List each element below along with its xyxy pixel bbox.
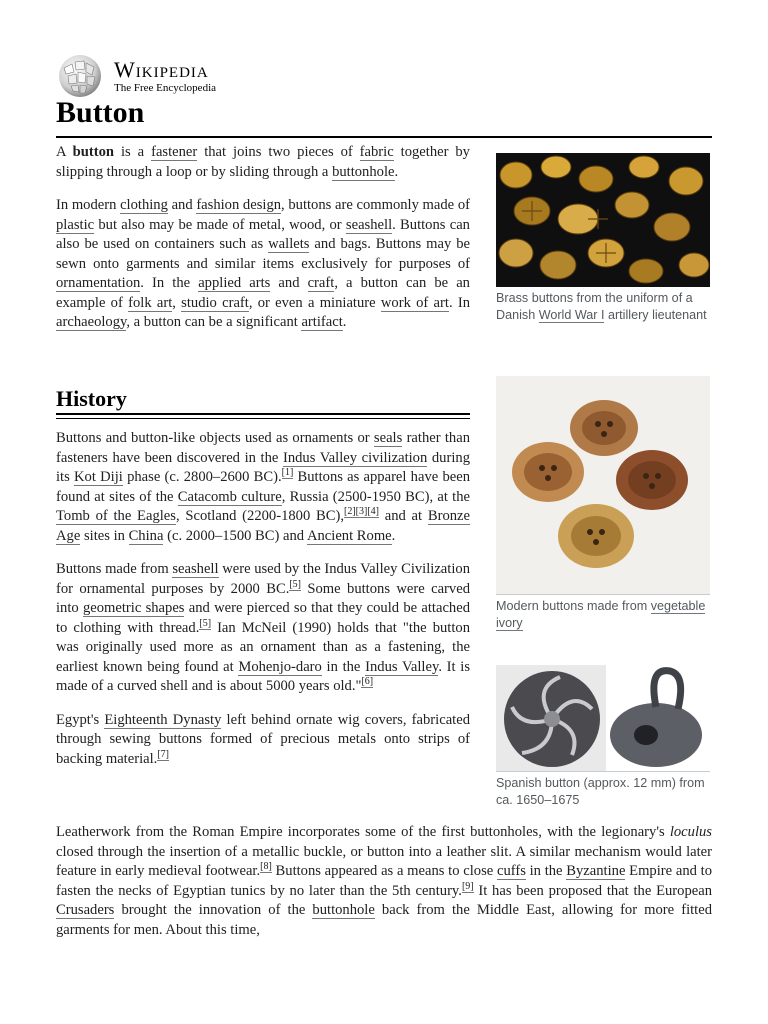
link-geometric-shapes[interactable]: geometric shapes [82, 600, 185, 616]
citation-1[interactable]: [1] [281, 467, 294, 479]
link-wallets[interactable]: wallets [268, 236, 310, 252]
intro-paragraph-2: In modern clothing and fashion design, buttons are commonly made of plastic but also may be made of metal, wood, or seashell. Buttons can also be used on containers such as wallets and bags. Buttons may be sewn onto garments and similar items exclusively for purposes of ornamentation. In the applied arts and craft, a button can be an example of folk art, studio craft, or even a miniature work of art. In archaeology, a button can be a significant artifact. [56, 197, 471, 330]
history-paragraph-3: Egypt's Eighteenth Dynasty left behind ornate wig covers, fabricated through sewing buttons formed of precious metals onto strips of backing material.[7] [56, 711, 470, 767]
link-fashion-design[interactable]: fashion design [196, 197, 282, 213]
link-clothing[interactable]: clothing [120, 197, 168, 213]
wikipedia-logo[interactable] [56, 54, 216, 98]
link-vegetable-ivory[interactable]: vegetable ivory [496, 599, 706, 630]
section-heading-history: History [56, 386, 127, 411]
citation-6[interactable]: [6] [361, 676, 374, 688]
figure-3-caption: Spanish button (approx. 12 mm) from ca. 1650–1675 [496, 776, 705, 807]
figure-1-caption: Brass buttons from the uniform of a Danish World War I artillery lieutenant [496, 291, 707, 322]
link-catacomb-culture[interactable]: Catacomb culture [177, 488, 282, 505]
figure-brass-buttons [496, 153, 710, 324]
figure-spanish-button [496, 665, 710, 809]
link-seashell[interactable]: seashell [345, 216, 393, 233]
section-divider [56, 413, 470, 415]
citation-8[interactable]: [8] [260, 861, 272, 873]
link-buttonhole-2[interactable]: buttonhole [312, 902, 375, 918]
link-fastener[interactable]: fastener [151, 144, 198, 160]
link-fabric[interactable]: fabric [359, 144, 394, 160]
wikipedia-globe-icon [56, 54, 104, 98]
wordmark-title: Wikipedia [114, 56, 209, 82]
spanish-button-image[interactable] [496, 665, 710, 771]
link-crusaders[interactable]: Crusaders [56, 902, 115, 918]
page-title: Button [56, 96, 145, 129]
link-craft[interactable]: craft [307, 275, 335, 291]
link-byzantine[interactable]: Byzantine [566, 863, 626, 879]
history-section [56, 429, 470, 783]
link-applied-arts[interactable]: applied arts [198, 275, 271, 291]
intro-paragraph-1: A button is a fastener that joins two pieces of fabric together by slipping through a loop or by sliding through a buttonhole. [56, 144, 470, 180]
link-bronze-age[interactable]: Bronze Age [56, 508, 470, 544]
citation-7[interactable]: [7] [157, 748, 169, 760]
article-intro [56, 143, 470, 347]
figure-vegetable-ivory [496, 376, 710, 632]
link-tomb-of-the-eagles[interactable]: Tomb of the Eagles [56, 508, 176, 524]
link-cuffs[interactable]: cuffs [496, 863, 526, 879]
link-archaeology[interactable]: archaeology [56, 314, 127, 330]
history-paragraph-1: Buttons and button-like objects used as ornaments or seals rather than fasteners have been discovered in the Indus Valley civilization during its Kot Diji phase (c. 2800–2600 BC).[1] Buttons as apparel have been found at sites of the Catacomb culture, Russia (2500-1950 BC), at the Tomb of the Eagles, Scotland (2200-1800 BC),[2][3][4] and at Bronze Age sites in China (c. 2000–1500 BC) and Ancient Rome. [56, 430, 471, 544]
link-work-of-art[interactable]: work of art [380, 294, 449, 311]
link-artifact[interactable]: artifact [301, 314, 343, 330]
link-seashell-2[interactable]: seashell [172, 561, 219, 577]
citation-3[interactable]: [3] [355, 506, 368, 518]
figure-2-caption: Modern buttons made from vegetable ivory [496, 599, 706, 630]
link-buttonhole[interactable]: buttonhole [332, 163, 395, 180]
link-studio-craft[interactable]: studio craft [181, 294, 249, 311]
link-ornamentation[interactable]: ornamentation [56, 275, 141, 291]
link-folk-art[interactable]: folk art [128, 294, 173, 311]
link-world-war-i[interactable]: World War I [538, 308, 605, 322]
wordmark-tagline: The Free Encyclopedia [114, 81, 217, 94]
link-mohenjo-daro[interactable]: Mohenjo-daro [238, 658, 322, 675]
link-ancient-rome[interactable]: Ancient Rome [306, 527, 392, 544]
history-paragraph-2: Buttons made from seashell were used by the Indus Valley Civilization for ornamental purposes by 2000 BC.[5] Some buttons were carved into geometric shapes and were pierced so that they could be attached to clothing with thread.[5] Ian McNeil (1990) holds that "the button was originally used more as an ornament than as a fastening, the earliest known being found at Mohenjo-daro in the Indus Valley. It is made of a curved shell and is about 5000 years old."[6] [56, 561, 470, 694]
link-indus-valley[interactable]: Indus Valley [365, 658, 439, 675]
link-china[interactable]: China [128, 527, 164, 544]
citation-5b[interactable]: [5] [199, 617, 212, 629]
title-divider [56, 136, 712, 138]
link-eighteenth-dynasty[interactable]: Eighteenth Dynasty [104, 711, 222, 728]
citation-5[interactable]: [5] [289, 578, 302, 590]
italic-term: loculus [669, 824, 712, 840]
link-plastic[interactable]: plastic [56, 216, 95, 233]
figure-divider [496, 771, 710, 772]
citation-2[interactable]: [2] [343, 506, 356, 518]
figure-divider [496, 594, 710, 595]
link-kot-diji[interactable]: Kot Diji [74, 469, 123, 485]
citation-4[interactable]: [4] [367, 506, 379, 518]
citation-9[interactable]: [9] [461, 880, 474, 892]
history-paragraph-4: Leatherwork from the Roman Empire incorporates some of the first buttonholes, with the legionary's loculus closed through the insertion of a metallic buckle, or button into a leather slit. A similar mechanism would later feature in early medieval footwear.[8] Buttons appeared as a means to close cuffs in the Byzantine Empire and to fasten the necks of Egyptian tunics by no later than the 5th century.[9] It has been proposed that the European Crusaders brought the innovation of the buttonhole back from the Middle East, allowing for more fitted garments for men. About this time, [56, 824, 713, 938]
link-indus-valley-civilization[interactable]: Indus Valley civilization [282, 449, 428, 466]
bold-term: button [72, 144, 115, 160]
brass-buttons-image[interactable] [496, 153, 710, 287]
vegetable-ivory-buttons-image[interactable] [496, 376, 710, 594]
link-seals[interactable]: seals [373, 430, 403, 446]
